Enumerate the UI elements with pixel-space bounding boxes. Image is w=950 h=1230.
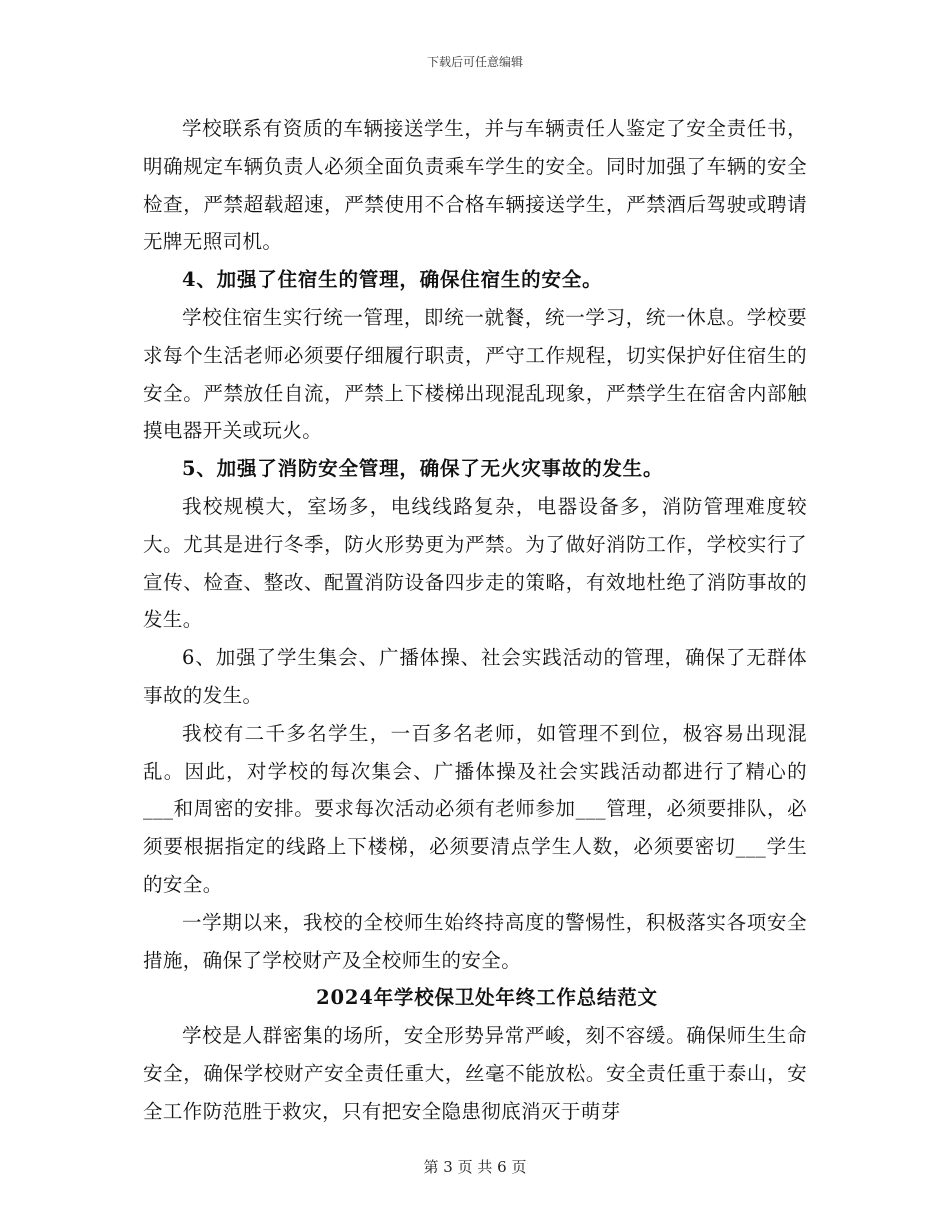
- document-title: 2024年学校保卫处年终工作总结范文: [316, 986, 658, 1010]
- paragraph-dormitory-management: 学校住宿生实行统一管理，即统一就餐，统一学习，统一休息。学校要求每个生活老师必须要仔细履行职责，严守工作规程，切实保护好住宿生的安全。严禁放任自流，严禁上下楼梯出现混乱现象，严禁学生在宿舍内部触摸电器开关或玩火。: [143, 305, 807, 443]
- paragraph-fire-safety: 我校规模大，室场多，电线线路复杂，电器设备多，消防管理难度较大。尤其是进行冬季，防火形势更为严禁。为了做好消防工作，学校实行了宣传、检查、整改、配置消防设备四步走的策略，有效地杜绝了消防事故的发生。: [143, 494, 807, 632]
- paragraph-semester-summary: 一学期以来，我校的全校师生始终持高度的警惕性，积极落实各项安全措施，确保了学校财产及全校师生的安全。: [143, 910, 807, 972]
- page-number-footer: 第 3 页 共 6 页: [423, 1158, 527, 1176]
- paragraph-intro: 学校是人群密集的场所，安全形势异常严峻，刻不容缓。确保师生生命安全，确保学校财产安全责任重大，丝毫不能放松。安全责任重于泰山，安全工作防范胜于救灾，只有把安全隐患彻底消灭于萌芽: [143, 1024, 807, 1123]
- heading-dormitory-management: 4、加强了住宿生的管理，确保住宿生的安全。: [182, 268, 603, 292]
- paragraph-vehicle-safety: 学校联系有资质的车辆接送学生，并与车辆责任人鉴定了安全责任书，明确规定车辆负责人必须全面负责乘车学生的安全。同时加强了车辆的安全检查，严禁超载超速，严禁使用不合格车辆接送学生，严禁酒后驾驶或聘请无牌无照司机。: [143, 117, 807, 254]
- page-header: 下载后可任意编辑: [426, 55, 523, 69]
- heading-fire-safety: 5、加强了消防安全管理，确保了无火灾事故的发生。: [182, 457, 664, 481]
- heading-assembly-management: 6、加强了学生集会、广播体操、社会实践活动的管理，确保了无群体事故的发生。: [143, 646, 807, 707]
- document-body: [143, 110, 807, 1131]
- paragraph-assembly-management: 我校有二千多名学生，一百多名老师，如管理不到位，极容易出现混乱。因此，对学校的每次集会、广播体操及社会实践活动都进行了精心的___和周密的安排。要求每次活动必须有老师参加___管理，必须要排队，必须要根据指定的线路上下楼梯，必须要清点学生人数，必须要密切___学生的安全。: [143, 721, 807, 896]
